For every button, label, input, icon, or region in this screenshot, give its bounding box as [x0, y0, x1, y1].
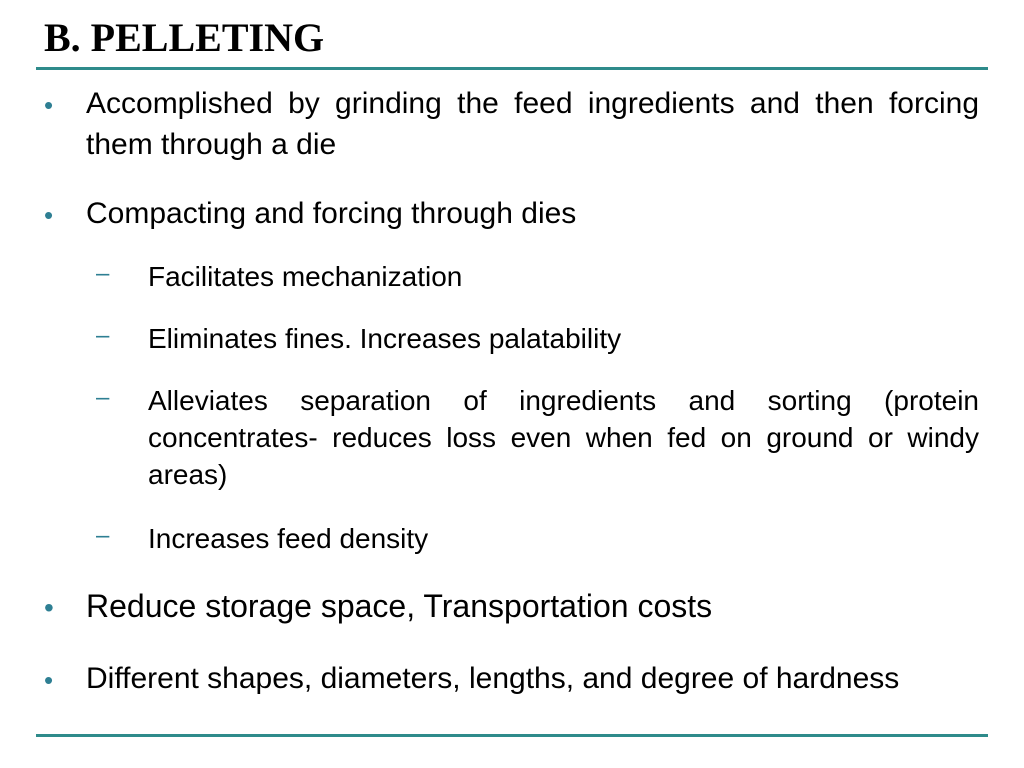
footer-divider	[36, 734, 988, 737]
bullet-text: Accomplished by grinding the feed ingredients and then forcing them through a die	[86, 87, 979, 161]
bullet-text: Different shapes, diameters, lengths, and degree of hardness	[86, 662, 900, 695]
bullet-text: Compacting and forcing through dies	[86, 197, 577, 230]
dash-marker: –	[96, 260, 110, 287]
title-divider	[36, 67, 988, 70]
bullet-marker: •	[44, 665, 54, 695]
bullet-text: Reduce storage space, Transportation costs	[86, 588, 713, 624]
sub-item-text: Facilitates mechanization	[148, 261, 463, 292]
bullet-marker: •	[44, 592, 54, 623]
bullet-marker: •	[44, 200, 54, 230]
dash-marker: –	[96, 384, 110, 411]
sub-item-text: Increases feed density	[148, 523, 429, 554]
sub-item-text: Eliminates fines. Increases palatability	[148, 323, 622, 354]
slide-title: B. PELLETING	[44, 15, 325, 60]
bullet-marker: •	[44, 90, 54, 120]
dash-marker: –	[96, 322, 110, 349]
sub-item-text: Alleviates separation of ingredients and sorting (protein concentrates- reduces loss even when fed on ground or windy areas)	[148, 385, 979, 490]
dash-marker: –	[96, 522, 110, 549]
